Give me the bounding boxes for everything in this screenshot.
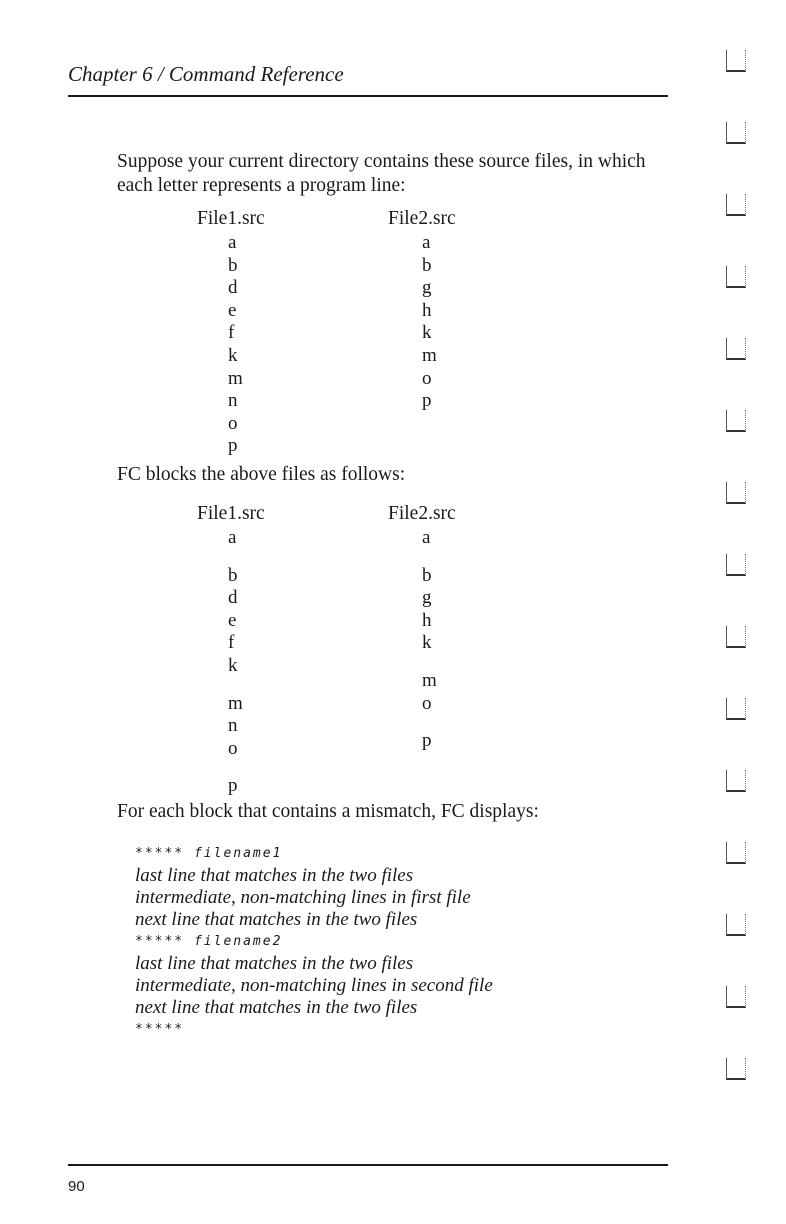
binder-mark <box>726 626 746 648</box>
program-line: d <box>228 277 238 299</box>
block-line: h <box>422 609 432 631</box>
block-line: e <box>228 609 237 631</box>
binder-mark <box>726 770 746 792</box>
binder-mark <box>726 194 746 216</box>
binder-mark <box>726 50 746 72</box>
format-separator-line: ***** filename2 <box>135 934 283 949</box>
blocked-file2-lines <box>422 527 437 753</box>
format-separator-line: ***** <box>135 1022 185 1037</box>
block-line: n <box>228 715 238 737</box>
format-description-line: intermediate, non-matching lines in first file <box>135 887 471 908</box>
block-line: b <box>228 564 238 586</box>
binder-mark <box>726 554 746 576</box>
program-line: k <box>422 322 432 344</box>
block-gap <box>422 550 437 565</box>
file2-lines <box>422 232 437 413</box>
format-description-line: next line that matches in the two files <box>135 909 418 930</box>
block-gap <box>228 760 243 775</box>
program-line: n <box>228 390 238 412</box>
block-line: b <box>422 564 432 586</box>
program-line: b <box>228 254 238 276</box>
binder-mark <box>726 842 746 864</box>
binder-mark <box>726 482 746 504</box>
mismatch-format-block <box>135 843 493 1041</box>
program-line: e <box>228 299 237 321</box>
format-separator-line: ***** filename1 <box>135 846 283 861</box>
binder-mark <box>726 266 746 288</box>
format-description-line: intermediate, non-matching lines in second file <box>135 975 493 996</box>
page-number: 90 <box>68 1178 85 1195</box>
program-line: a <box>228 232 237 253</box>
program-line: f <box>228 322 235 344</box>
block-line: f <box>228 632 235 654</box>
block-line: o <box>228 737 238 759</box>
header-rule <box>68 95 668 97</box>
block-line: m <box>228 692 243 714</box>
binder-mark <box>726 698 746 720</box>
program-line: m <box>422 344 437 366</box>
program-line: p <box>422 390 432 412</box>
program-line: g <box>422 277 432 299</box>
program-line: k <box>228 344 238 366</box>
block-line: p <box>228 775 238 797</box>
block-line: a <box>228 527 237 548</box>
program-line: a <box>422 232 431 253</box>
program-line: p <box>228 435 238 457</box>
block-gap <box>228 678 243 693</box>
block-line: m <box>422 669 437 691</box>
format-description-line: last line that matches in the two files <box>135 865 414 886</box>
binder-mark <box>726 122 746 144</box>
program-line: o <box>422 367 432 389</box>
block-line: o <box>422 692 432 714</box>
program-line: b <box>422 254 432 276</box>
blocked-file1-heading: File1.src <box>197 503 265 524</box>
block-gap <box>422 715 437 730</box>
binder-mark <box>726 914 746 936</box>
block-line: p <box>422 730 432 752</box>
block-line: k <box>422 632 432 654</box>
binder-mark <box>726 338 746 360</box>
block-gap <box>422 655 437 670</box>
format-description-line: last line that matches in the two files <box>135 953 414 974</box>
block-line: k <box>228 654 238 676</box>
file2-heading: File2.src <box>388 208 456 229</box>
block-gap <box>228 550 243 565</box>
binder-mark <box>726 1058 746 1080</box>
block-line: d <box>228 587 238 609</box>
block-line: g <box>422 587 432 609</box>
format-description-line: next line that matches in the two files <box>135 997 418 1018</box>
blocks-intro: FC blocks the above files as follows: <box>117 464 406 485</box>
page-header-title: Chapter 6 / Command Reference <box>68 62 344 86</box>
program-line: o <box>228 412 238 434</box>
mismatch-intro: For each block that contains a mismatch, FC displays: <box>117 801 539 822</box>
blocked-file1-lines <box>228 527 243 798</box>
program-line: m <box>228 367 243 389</box>
blocked-file2-heading: File2.src <box>388 503 456 524</box>
file1-lines <box>228 232 243 458</box>
program-line: h <box>422 299 432 321</box>
file1-heading: File1.src <box>197 208 265 229</box>
binder-mark <box>726 986 746 1008</box>
footer-rule <box>68 1164 668 1166</box>
binder-mark <box>726 410 746 432</box>
intro-paragraph: Suppose your current directory contains these source files, in which each letter represents a program line: <box>117 151 646 196</box>
block-line: a <box>422 527 431 548</box>
binder-hole-marks <box>726 50 756 1130</box>
